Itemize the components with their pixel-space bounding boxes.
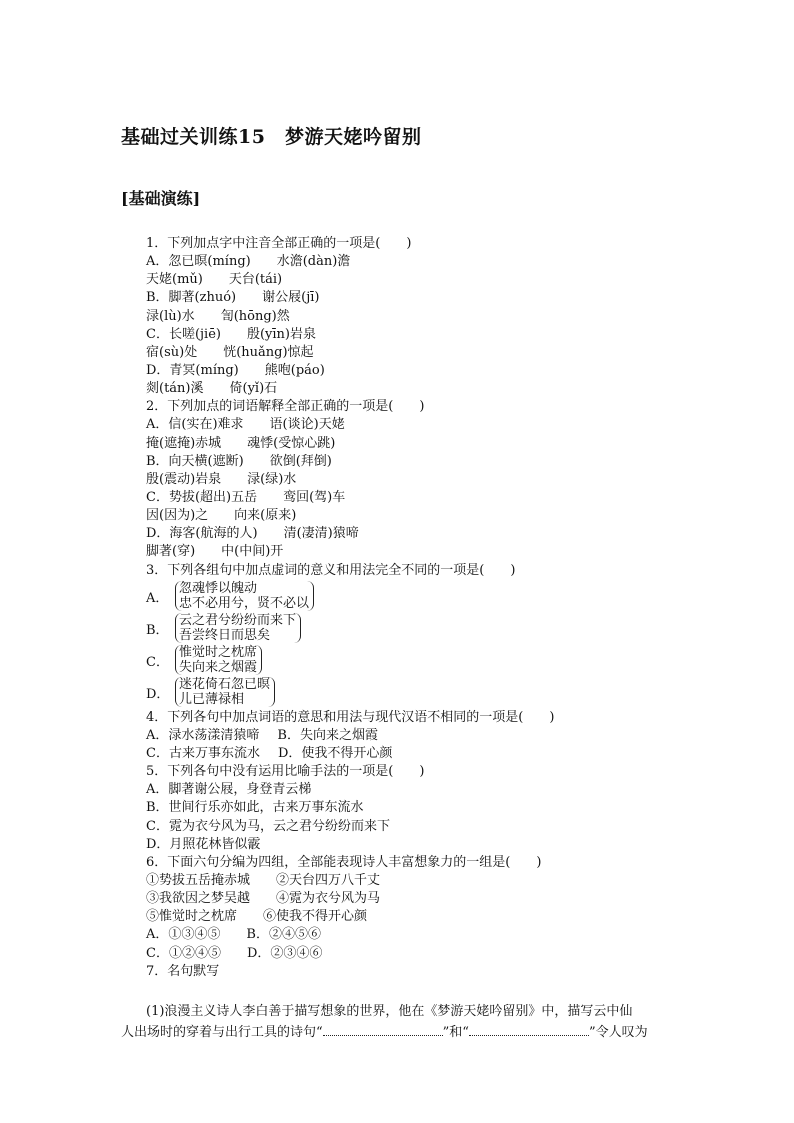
q1-option-b-line2: 渌(lù)水 訇(hōng)然 (146, 308, 290, 324)
q3-option-b (146, 613, 686, 644)
q2-option-d-line: D．海客(航海的人) 清(凄清)猿啼 (146, 526, 359, 542)
fill-blank[interactable] (323, 1023, 443, 1036)
q1-option-c-line: C．长嗟(jiē) 殷(yīn)岩泉 (146, 326, 317, 342)
question-1-stem: 1．下列加点字中注音全部正确的一项是( ) (146, 236, 412, 251)
question-7-paragraph (121, 1001, 681, 1043)
q6-items-56: ⑤惟觉时之枕席 ⑥使我不得开心颜 (146, 909, 368, 925)
q3-sentence: 吾尝终日而思矣 (179, 628, 271, 644)
q6-items-12: ①势拔五岳掩赤城 ②天台四万八千丈 (146, 872, 381, 888)
q7-line-1: (1)浪漫主义诗人李白善于描写想象的世界，他在《梦游天姥吟留别》中，描写云中仙 (146, 1004, 633, 1019)
q6-answers-ab: A．①③④⑤ B．②④⑤⑥ (146, 927, 321, 943)
brace-pair (175, 677, 275, 707)
q3-sentence: 忽魂悸以魄动 (179, 581, 258, 597)
q5-option-c: C．霓为衣兮风为马，云之君兮纷纷而来下 (146, 818, 390, 834)
q2-option-b-line: B．向天横(遮断) 欲倒(拜倒) (146, 453, 332, 469)
question-4-stem: 4．下列各句中加点词语的意思和用法与现代汉语不相同的一项是( ) (146, 709, 555, 725)
question-3-stem: 3．下列各组句中加点虚词的意义和用法完全不同的一项是( ) (146, 562, 516, 578)
question-2-stem: 2．下列加点的词语解释全部正确的一项是( ) (146, 399, 425, 415)
question-5-stem: 5．下列各句中没有运用比喻手法的一项是( ) (146, 764, 425, 780)
q6-items-34: ③我欲因之梦吴越 ④霓为衣兮风为马 (146, 891, 381, 907)
q1-option-a-line2: 天姥(mǔ) 天台(tái) (146, 272, 283, 288)
q1-option-a-line: A．忽已暝(míng) 水澹(dàn)澹 (146, 254, 351, 270)
q2-option-d-line2: 脚著(穿) 中(中间)开 (146, 544, 284, 560)
page-title: 基础过关训练15 梦游天姥吟留别 (121, 126, 422, 148)
q5-option-d: D．月照花林皆似霰 (146, 836, 261, 852)
q3-option-label: C． (146, 654, 169, 670)
q2-option-c-line2: 因(因为)之 向来(原来) (146, 508, 297, 524)
q3-option-label: B． (146, 622, 169, 638)
q3-sentence: 忠不必用兮，贤不必以 (179, 596, 310, 612)
q3-sentence: 失向来之烟霞 (179, 660, 258, 676)
q6-answers-cd: C．①②④⑤ D．②③④⑥ (146, 945, 323, 961)
q1-option-c-line2: 宿(sù)处 恍(huǎng)惊起 (146, 344, 314, 360)
q3-option-a (146, 581, 686, 612)
q5-option-a: A．脚著谢公屐，身登青云梯 (146, 782, 312, 798)
q7-line-2: 人出场时的穿着与出行工具的诗句“ ”和“ ”令人叹为 (121, 1025, 648, 1040)
q3-sentence: 儿已薄禄相 (179, 692, 245, 708)
q3-option-c (146, 645, 686, 676)
q3-sentence: 惟觉时之枕席 (179, 645, 258, 661)
questions (146, 235, 686, 981)
q1-option-b-line: B．脚著(zhuó) 谢公屐(jī) (146, 290, 320, 306)
q3-sentence: 云之君兮纷纷而来下 (179, 613, 297, 629)
q1-option-d-line: D．青冥(míng) 熊咆(páo) (146, 362, 325, 378)
q3-option-d (146, 677, 686, 708)
q4-options-cd: C．古来万事东流水 D．使我不得开心颜 (146, 745, 393, 761)
q2-option-c-line: C．势拔(超出)五岳 鸾回(驾)车 (146, 489, 346, 505)
q2-option-b-line2: 殷(震动)岩泉 渌(绿)水 (146, 471, 297, 487)
q1-option-d-line2: 剡(tán)溪 倚(yǐ)石 (146, 381, 278, 397)
fill-blank[interactable] (469, 1023, 589, 1036)
section-heading: [基础演练] (121, 189, 201, 208)
brace-pair (175, 613, 301, 643)
q3-option-label: A． (146, 590, 169, 606)
q3-sentence: 迷花倚石忽已暝 (179, 677, 271, 693)
q5-option-b: B．世间行乐亦如此，古来万事东流水 (146, 800, 364, 816)
question-6-stem: 6．下面六句分编为四组，全部能表现诗人丰富想象力的一组是( ) (146, 854, 542, 870)
q3-option-label: D． (146, 686, 170, 702)
q2-option-a-line: A．信(实在)难求 语(谈论)天姥 (146, 417, 345, 433)
question-7-stem: 7．名句默写 (146, 963, 220, 979)
q2-option-a-line2: 掩(遮掩)赤城 魂悸(受惊心跳) (146, 435, 336, 451)
brace-pair (175, 581, 314, 611)
q4-options-ab: A．渌水荡漾清猿啼 B．失向来之烟霞 (146, 727, 378, 743)
brace-pair (175, 645, 262, 675)
